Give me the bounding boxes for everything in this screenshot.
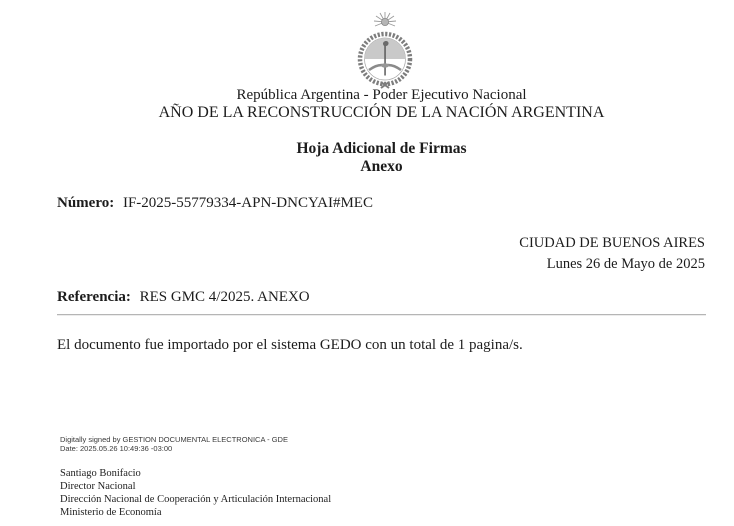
reference-row	[57, 289, 310, 306]
signature-stamp-line2: Date: 2025.05.26 10:49:36 -03:00	[60, 444, 173, 453]
document-subtitle: Anexo	[360, 158, 403, 175]
city-line: CIUDAD DE BUENOS AIRES	[519, 235, 705, 251]
number-row	[57, 195, 373, 212]
header-republic-line: República Argentina - Poder Ejecutivo Nacional	[236, 87, 527, 103]
number-value: IF-2025-55779334-APN-DNCYAI#MEC	[122, 195, 373, 211]
digital-signature-stamp	[60, 435, 288, 453]
signer-office: Dirección Nacional de Cooperación y Articulación Internacional	[60, 494, 332, 505]
signer-title: Director Nacional	[60, 481, 136, 492]
document-title: Hoja Adicional de Firmas	[296, 140, 467, 157]
header-year-motto-line: AÑO DE LA RECONSTRUCCIÓN DE LA NACIÓN ARGENTINA	[158, 104, 605, 121]
argentina-coat-of-arms-icon	[351, 12, 419, 90]
date-line: Lunes 26 de Mayo de 2025	[546, 256, 705, 272]
signer-ministry: Ministerio de Economía	[60, 507, 162, 518]
reference-value: RES GMC 4/2025. ANEXO	[139, 289, 310, 305]
body-text: El documento fue importado por el sistema GEDO con un total de 1 pagina/s.	[57, 337, 523, 353]
signer-block	[60, 467, 331, 519]
number-label: Número:	[57, 195, 115, 211]
reference-label: Referencia:	[57, 289, 131, 305]
signature-stamp-line1: Digitally signed by GESTION DOCUMENTAL ELECTRONICA - GDE	[60, 435, 288, 444]
section-divider	[57, 314, 706, 316]
signer-name: Santiago Bonifacio	[60, 468, 141, 479]
